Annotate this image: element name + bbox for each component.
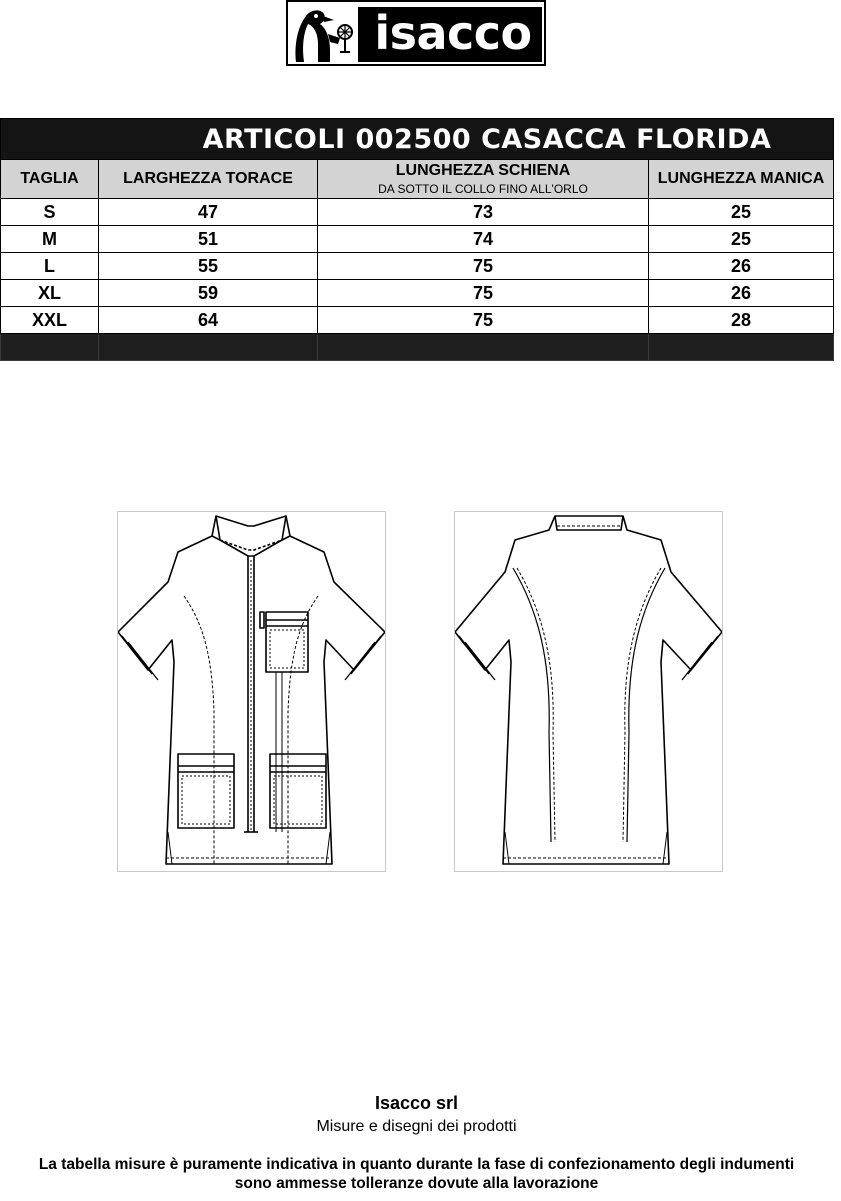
cell-back-length: 73 xyxy=(318,199,649,226)
column-header-chest-width: LARGHEZZA TORACE xyxy=(99,160,318,199)
table-row xyxy=(1,307,834,334)
cell-chest-width: 55 xyxy=(99,253,318,280)
garment-back-drawing xyxy=(454,511,723,872)
column-header-sleeve-length: LUNGHEZZA MANICA xyxy=(649,160,834,199)
cell-sleeve-length: 26 xyxy=(649,280,834,307)
table-header-row xyxy=(1,160,834,199)
company-name: Isacco srl xyxy=(374,1093,459,1113)
disclaimer-line-1: La tabella misure è puramente indicativa in quanto durante la fase di confezionamento degli indumenti xyxy=(38,1156,795,1173)
cell-size: S xyxy=(1,199,99,226)
column-subheader-back-length: DA SOTTO IL COLLO FINO ALL'ORLO xyxy=(378,182,588,196)
table-row xyxy=(1,226,834,253)
cell-chest-width: 51 xyxy=(99,226,318,253)
penguin-mascot-icon xyxy=(290,4,362,64)
cell-back-length: 75 xyxy=(318,253,649,280)
disclaimer-line-2: sono ammesse tolleranze dovute alla lavorazione xyxy=(234,1175,599,1192)
footer-subtitle: Misure e disegni dei prodotti xyxy=(316,1118,517,1135)
cell-sleeve-length: 28 xyxy=(649,307,834,334)
table-title: ARTICOLI 002500 CASACCA FLORIDA xyxy=(1,119,834,160)
cell-sleeve-length: 25 xyxy=(649,199,834,226)
column-header-back-length: LUNGHEZZA SCHIENA DA SOTTO IL COLLO FINO ALL'ORLO xyxy=(318,160,649,199)
table-row xyxy=(1,253,834,280)
size-table xyxy=(0,118,834,361)
table-row xyxy=(1,199,834,226)
cell-back-length: 74 xyxy=(318,226,649,253)
cell-back-length: 75 xyxy=(318,280,649,307)
column-header-size: TAGLIA xyxy=(1,160,99,199)
cell-size: XL xyxy=(1,280,99,307)
disclaimer xyxy=(0,1155,833,1193)
tunic-back-icon xyxy=(455,512,722,871)
table-title-row xyxy=(1,119,834,160)
brand-wordmark: isacco xyxy=(358,7,542,62)
cell-sleeve-length: 25 xyxy=(649,226,834,253)
cell-size: XXL xyxy=(1,307,99,334)
table-footer-bar xyxy=(1,334,834,361)
cell-back-length: 75 xyxy=(318,307,649,334)
cell-chest-width: 59 xyxy=(99,280,318,307)
table-row xyxy=(1,280,834,307)
cell-size: L xyxy=(1,253,99,280)
cell-sleeve-length: 26 xyxy=(649,253,834,280)
cell-chest-width: 64 xyxy=(99,307,318,334)
cell-chest-width: 47 xyxy=(99,199,318,226)
tunic-front-icon xyxy=(118,512,385,871)
cell-size: M xyxy=(1,226,99,253)
garment-front-drawing xyxy=(117,511,386,872)
brand-logo xyxy=(286,0,546,66)
